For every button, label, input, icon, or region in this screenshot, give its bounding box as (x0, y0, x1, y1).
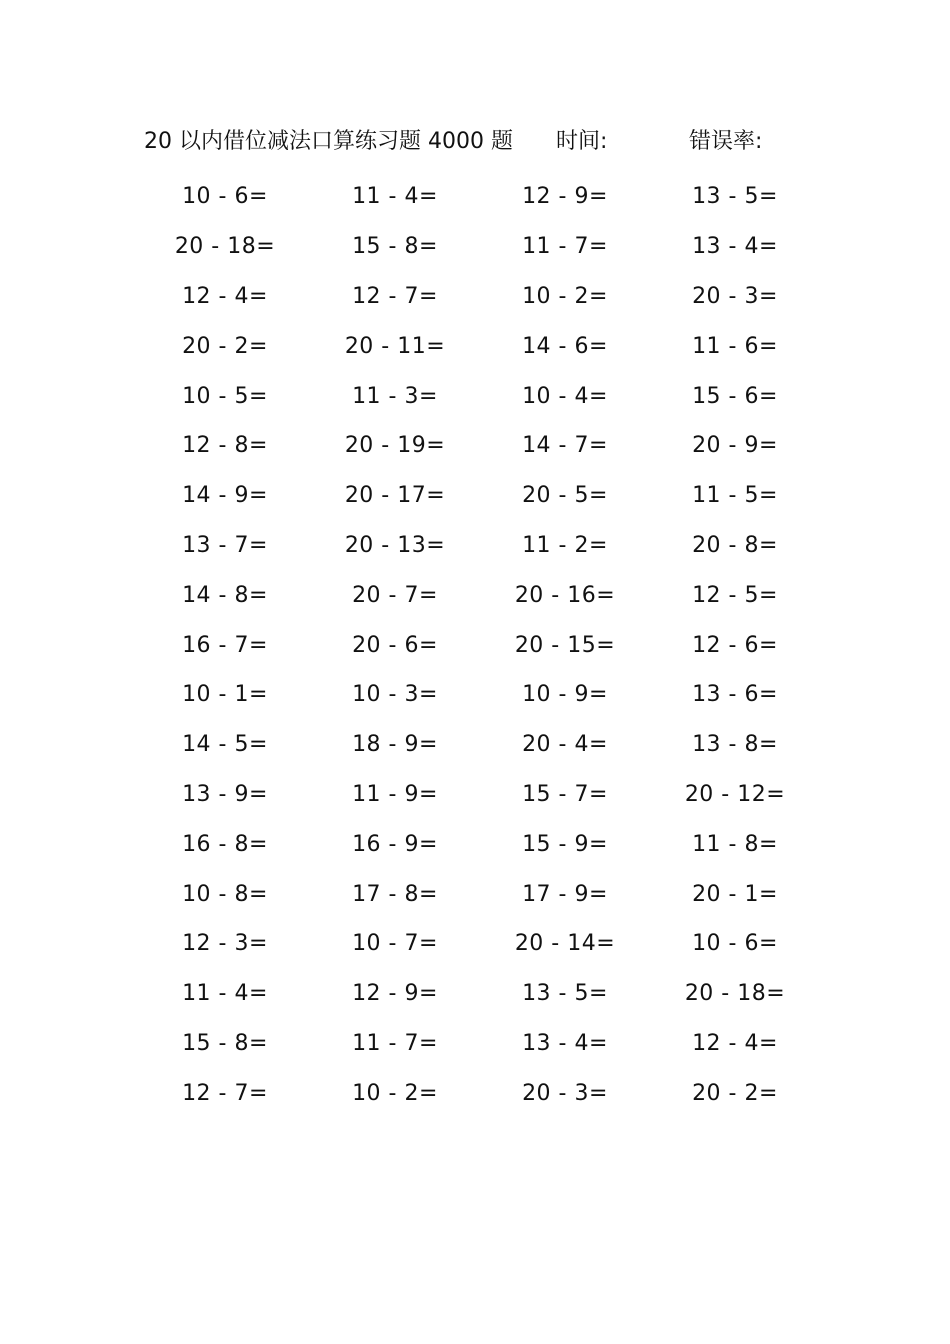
problem-item: 15 - 9= (522, 831, 608, 857)
problem-item: 11 - 9= (352, 781, 438, 807)
problem-row (140, 770, 820, 820)
problem-item: 10 - 4= (522, 383, 608, 409)
worksheet-header (144, 124, 844, 160)
problem-item: 13 - 8= (692, 732, 778, 758)
problem-item: 14 - 8= (182, 582, 268, 608)
problem-item: 14 - 6= (522, 333, 608, 359)
problem-item: 11 - 7= (352, 1030, 438, 1056)
error-rate-label: 错误率: (689, 129, 763, 154)
problem-item: 13 - 5= (522, 981, 608, 1007)
problem-item: 13 - 9= (182, 781, 268, 807)
problem-item: 20 - 13= (344, 532, 446, 558)
problem-item: 10 - 2= (352, 1080, 438, 1106)
problem-item: 11 - 8= (692, 831, 778, 857)
problem-item: 11 - 4= (352, 184, 438, 210)
problem-item: 17 - 9= (522, 881, 608, 907)
problem-item: 20 - 14= (514, 931, 616, 957)
problem-item: 15 - 8= (352, 234, 438, 260)
problem-item: 20 - 2= (692, 1080, 778, 1106)
problem-item: 12 - 4= (692, 1030, 778, 1056)
problem-item: 20 - 18= (684, 981, 786, 1007)
problem-row (140, 570, 820, 620)
problem-item: 12 - 3= (182, 931, 268, 957)
problem-item: 15 - 6= (692, 383, 778, 409)
problem-item: 16 - 7= (182, 632, 268, 658)
problem-item: 16 - 9= (352, 831, 438, 857)
time-label: 时间: (556, 129, 608, 154)
problem-item: 10 - 8= (182, 881, 268, 907)
problem-row (140, 670, 820, 720)
problem-row (140, 371, 820, 421)
problem-item: 12 - 5= (692, 582, 778, 608)
problem-row (140, 172, 820, 222)
problem-item: 20 - 12= (684, 781, 786, 807)
problem-item: 14 - 5= (182, 732, 268, 758)
problem-row (140, 720, 820, 770)
problem-item: 11 - 5= (692, 483, 778, 509)
problem-item: 10 - 3= (352, 682, 438, 708)
problem-grid (140, 172, 820, 1118)
problem-item: 14 - 7= (522, 433, 608, 459)
problem-item: 20 - 19= (344, 433, 446, 459)
problem-row (140, 321, 820, 371)
problem-item: 13 - 4= (692, 234, 778, 260)
problem-row (140, 819, 820, 869)
problem-item: 11 - 7= (522, 234, 608, 260)
problem-item: 20 - 17= (344, 483, 446, 509)
problem-item: 20 - 3= (522, 1080, 608, 1106)
problem-row (140, 272, 820, 322)
problem-item: 12 - 9= (522, 184, 608, 210)
problem-item: 12 - 7= (352, 283, 438, 309)
problem-item: 20 - 6= (352, 632, 438, 658)
problem-item: 20 - 18= (174, 234, 276, 260)
problem-row (140, 471, 820, 521)
problem-item: 10 - 7= (352, 931, 438, 957)
problem-row (140, 521, 820, 571)
problem-row (140, 1019, 820, 1069)
problem-item: 18 - 9= (352, 732, 438, 758)
problem-row (140, 421, 820, 471)
problem-item: 16 - 8= (182, 831, 268, 857)
problem-item: 20 - 7= (352, 582, 438, 608)
problem-item: 13 - 4= (522, 1030, 608, 1056)
problem-item: 20 - 15= (514, 632, 616, 658)
problem-item: 11 - 4= (182, 981, 268, 1007)
problem-item: 20 - 3= (692, 283, 778, 309)
problem-item: 10 - 1= (182, 682, 268, 708)
problem-item: 12 - 8= (182, 433, 268, 459)
problem-item: 11 - 2= (522, 532, 608, 558)
problem-item: 20 - 2= (182, 333, 268, 359)
problem-row (140, 222, 820, 272)
problem-item: 12 - 9= (352, 981, 438, 1007)
problem-row (140, 620, 820, 670)
problem-item: 10 - 2= (522, 283, 608, 309)
worksheet-title: 20 以内借位减法口算练习题 4000 题 (144, 129, 513, 154)
problem-item: 20 - 4= (522, 732, 608, 758)
problem-item: 15 - 7= (522, 781, 608, 807)
problem-item: 20 - 9= (692, 433, 778, 459)
problem-item: 12 - 7= (182, 1080, 268, 1106)
problem-item: 11 - 3= (352, 383, 438, 409)
problem-row (140, 869, 820, 919)
problem-item: 11 - 6= (692, 333, 778, 359)
problem-row (140, 919, 820, 969)
problem-item: 17 - 8= (352, 881, 438, 907)
problem-item: 20 - 8= (692, 532, 778, 558)
problem-item: 20 - 16= (514, 582, 616, 608)
problem-row (140, 1068, 820, 1118)
problem-item: 12 - 4= (182, 283, 268, 309)
problem-item: 15 - 8= (182, 1030, 268, 1056)
problem-item: 13 - 6= (692, 682, 778, 708)
problem-item: 13 - 5= (692, 184, 778, 210)
problem-item: 12 - 6= (692, 632, 778, 658)
problem-item: 10 - 5= (182, 383, 268, 409)
problem-item: 20 - 11= (344, 333, 446, 359)
problem-item: 13 - 7= (182, 532, 268, 558)
problem-row (140, 969, 820, 1019)
problem-item: 10 - 6= (692, 931, 778, 957)
problem-item: 20 - 5= (522, 483, 608, 509)
problem-item: 10 - 9= (522, 682, 608, 708)
problem-item: 10 - 6= (182, 184, 268, 210)
problem-item: 14 - 9= (182, 483, 268, 509)
problem-item: 20 - 1= (692, 881, 778, 907)
